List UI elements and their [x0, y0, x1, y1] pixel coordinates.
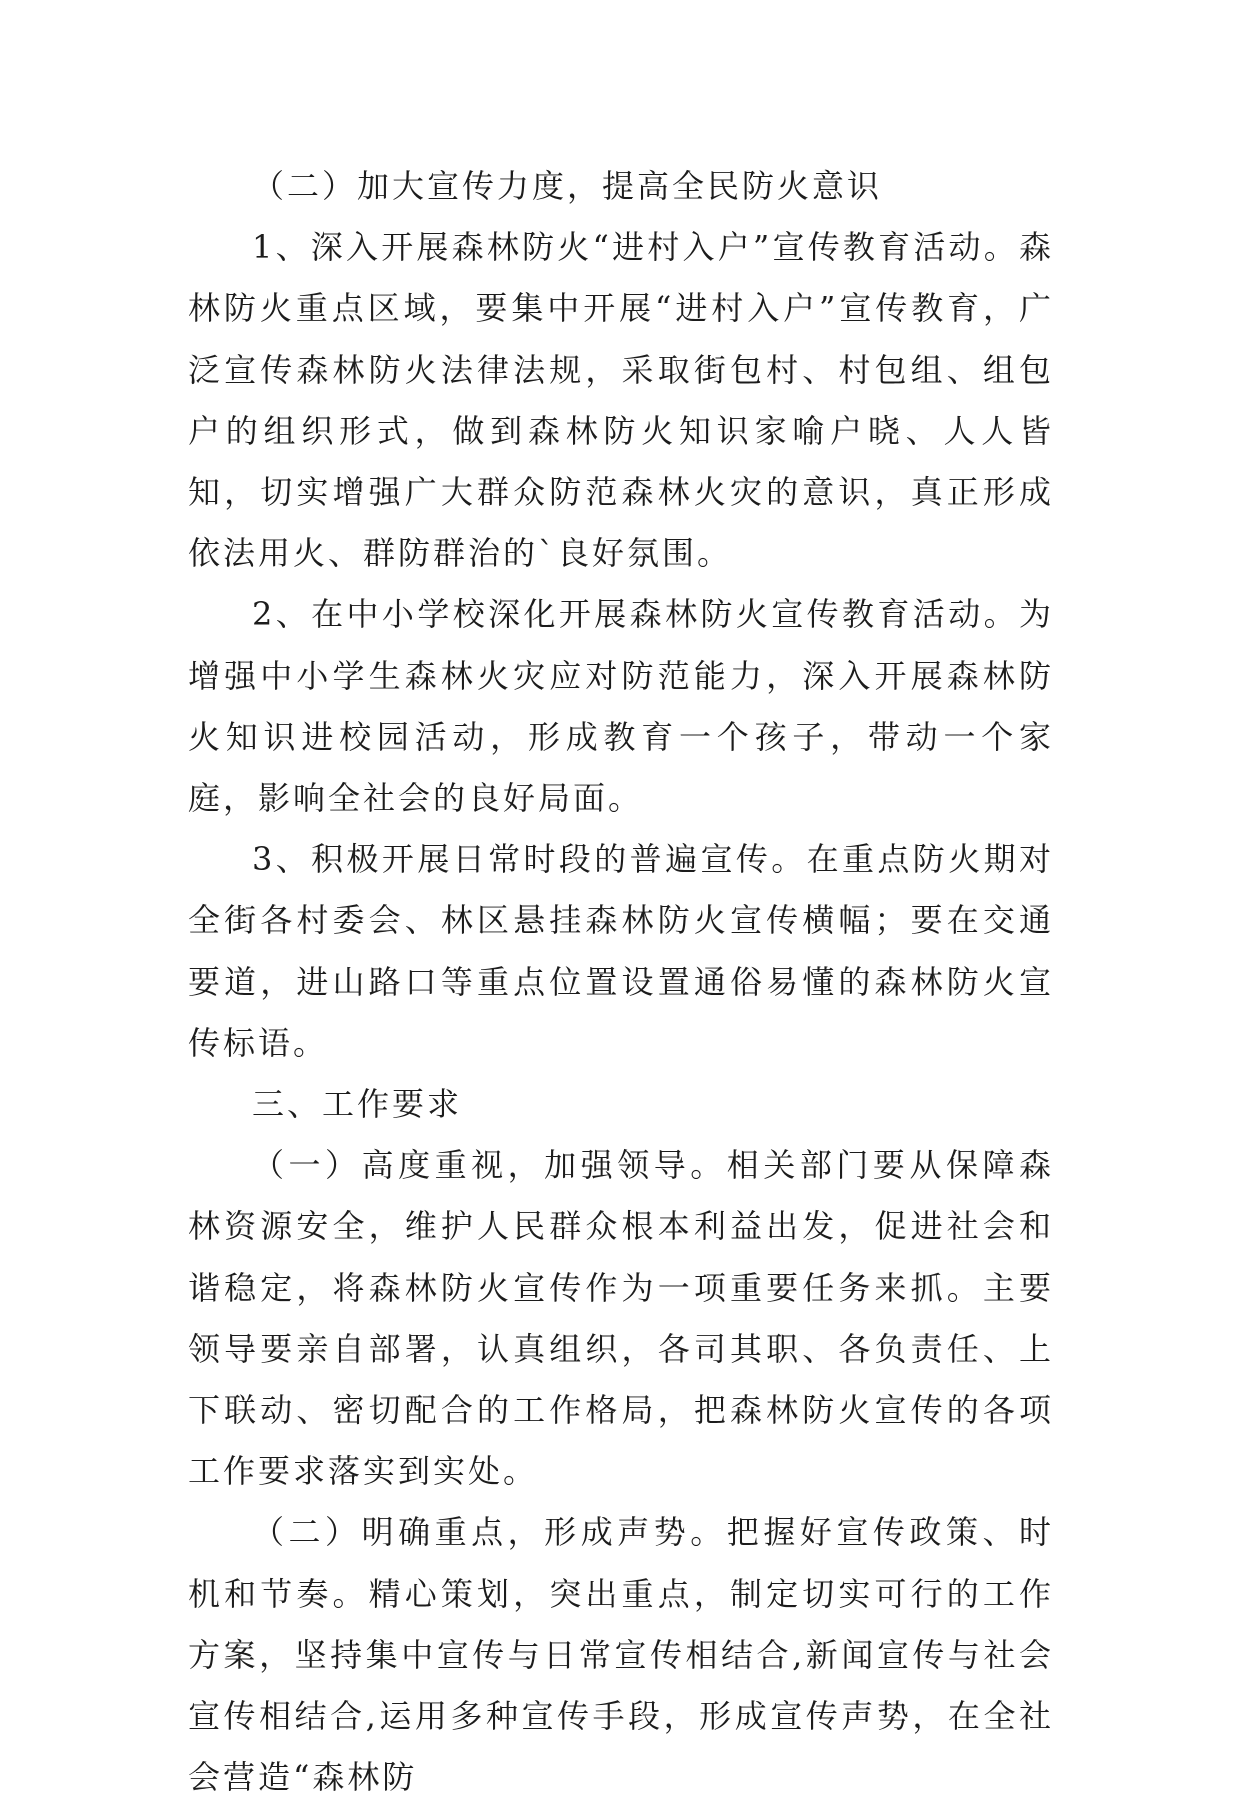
section-heading-publicity: （二）加大宣传力度，提高全民防火意识: [252, 167, 883, 205]
paragraph-village-campaign: 1、深入开展森林防火“进村入户”宣传教育活动。森林防火重点区域，要集中开展“进村入户”宣传教育，广泛宣传森林防火法律法规，采取街包村、村包组、组包户的组织形式，做到森林防火知识家喻户晓、人人皆知，切实增强广大群众防范森林火灾的意识，真正形成依法用火、群防群治的`良好氛围。: [188, 228, 1054, 573]
paragraph-school-campaign: 2、在中小学校深化开展森林防火宣传教育活动。为增强中小学生森林火灾应对防范能力，深入开展森林防火知识进校园活动，形成教育一个孩子，带动一个家庭，影响全社会的良好局面。: [188, 595, 1054, 818]
section-heading-requirements: 三、工作要求: [252, 1085, 463, 1124]
document-body: [188, 156, 1054, 1808]
paragraph-leadership: （一）高度重视，加强领导。相关部门要从保障森林资源安全，维护人民群众根本利益出发，促进社会和谐稳定，将森林防火宣传作为一项重要任务来抓。主要领导要亲自部署，认真组织，各司其职、各负责任、上下联动、密切配合的工作格局，把森林防火宣传的各项工作要求落实到实处。: [188, 1146, 1054, 1491]
paragraph-focus: （二）明确重点，形成声势。把握好宣传政策、时机和节奏。精心策划，突出重点，制定切实可行的工作方案，坚持集中宣传与日常宣传相结合,新闻宣传与社会宣传相结合,运用多种宣传手段，形成宣传声势，在全社会营造“森林防: [188, 1513, 1054, 1797]
paragraph-daily-publicity: 3、积极开展日常时段的普遍宣传。在重点防火期对全街各村委会、林区悬挂森林防火宣传横幅；要在交通要道，进山路口等重点位置设置通俗易懂的森林防火宣传标语。: [188, 840, 1054, 1062]
